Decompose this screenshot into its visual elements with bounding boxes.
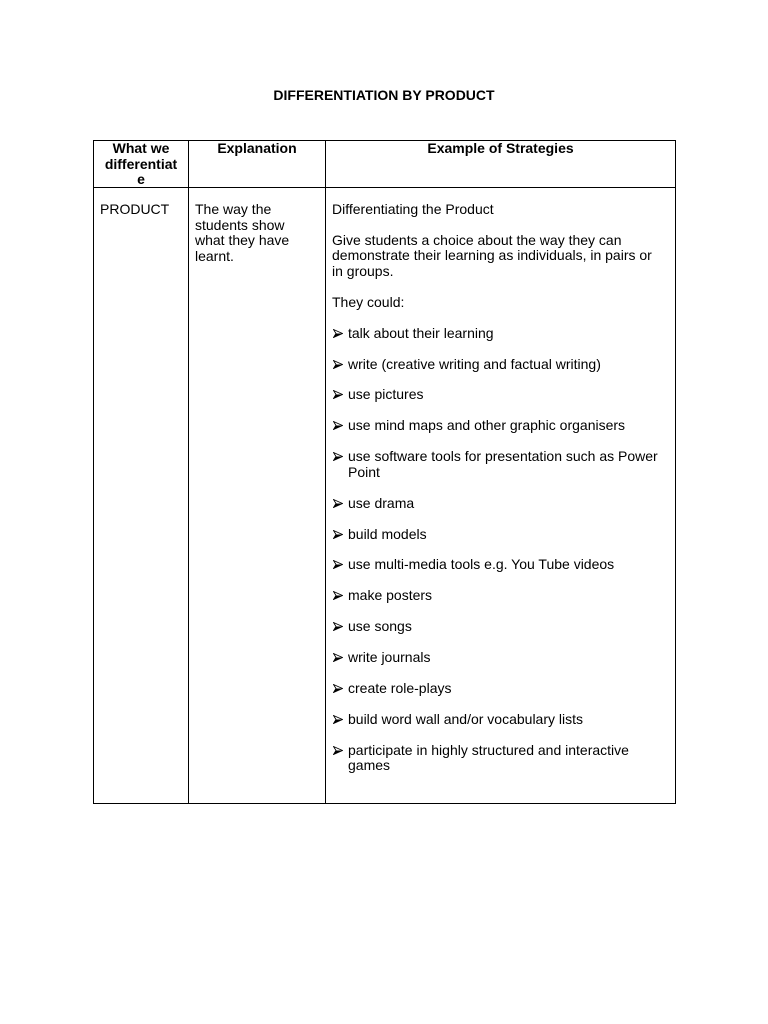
- strategy-item: [332, 681, 663, 697]
- strategies-heading: Differentiating the Product: [332, 201, 494, 217]
- strategy-item-text: use mind maps and other graphic organisers: [348, 417, 626, 434]
- arrowhead-bullet-icon: [333, 715, 343, 724]
- strategy-item-text: participate in highly structured and interactive games: [348, 741, 629, 774]
- strategy-item-text: write (creative writing and factual writing): [348, 355, 601, 372]
- arrowhead-bullet-icon: [333, 329, 343, 338]
- arrowhead-bullet-icon: [333, 591, 343, 600]
- strategy-table: [93, 140, 676, 804]
- document-title: DIFFERENTIATION BY PRODUCT: [273, 87, 495, 103]
- strategy-item: [332, 527, 663, 543]
- strategy-item: [332, 496, 663, 512]
- strategy-item: [332, 557, 663, 573]
- strategy-item-text: talk about their learning: [348, 324, 494, 341]
- strategy-item: [332, 418, 663, 434]
- arrowhead-bullet-icon: [333, 530, 343, 539]
- cell-aspect: [94, 188, 188, 218]
- strategy-item-text: build word wall and/or vocabulary lists: [348, 710, 583, 727]
- strategy-item: [332, 743, 663, 774]
- arrowhead-bullet-icon: [333, 746, 343, 755]
- header-explanation: [189, 141, 325, 187]
- arrowhead-bullet-icon: [333, 452, 343, 461]
- arrowhead-bullet-icon: [333, 499, 343, 508]
- arrowhead-bullet-icon: [333, 360, 343, 369]
- strategy-list: [332, 326, 663, 774]
- arrowhead-bullet-icon: [333, 684, 343, 693]
- arrowhead-bullet-icon: [333, 653, 343, 662]
- header-example-of-strategies: [326, 141, 675, 187]
- strategy-item-text: use pictures: [348, 386, 424, 403]
- strategy-item-text: use software tools for presentation such as Power Point: [348, 448, 658, 480]
- strategy-item-text: make posters: [348, 587, 433, 604]
- strategy-item: [332, 619, 663, 635]
- strategy-item: [332, 712, 663, 728]
- strategy-item: [332, 588, 663, 604]
- aspect-text: PRODUCT: [100, 201, 170, 217]
- strategy-item: [332, 357, 663, 373]
- strategy-item: [332, 650, 663, 666]
- strategy-item: [332, 449, 663, 480]
- cell-explanation: [189, 188, 325, 264]
- arrowhead-bullet-icon: [333, 390, 343, 399]
- header-label: Explanation: [217, 140, 297, 156]
- strategies-intro: Give students a choice about the way they can demonstrate their learning as individuals, in pairs or in groups.: [332, 231, 652, 279]
- arrowhead-bullet-icon: [333, 560, 343, 569]
- cell-strategies: [326, 188, 675, 789]
- strategy-item: [332, 387, 663, 403]
- strategy-item-text: use multi-media tools e.g. You Tube videos: [348, 556, 615, 573]
- header-label: What we differentiate: [104, 140, 178, 187]
- strategy-item-text: build models: [348, 525, 427, 542]
- strategy-item-text: create role-plays: [348, 679, 452, 696]
- header-label: Example of Strategies: [427, 140, 574, 156]
- arrowhead-bullet-icon: [333, 421, 343, 430]
- strategy-item-text: use songs: [348, 618, 412, 635]
- arrowhead-bullet-icon: [333, 622, 343, 631]
- strategies-lead-in: They could:: [332, 293, 405, 310]
- strategy-item-text: write journals: [348, 649, 431, 666]
- strategy-item: [332, 326, 663, 342]
- header-what-we-differentiate: [94, 141, 188, 187]
- explanation-text: The way the students show what they have learnt.: [195, 201, 290, 264]
- strategy-item-text: use drama: [348, 494, 415, 511]
